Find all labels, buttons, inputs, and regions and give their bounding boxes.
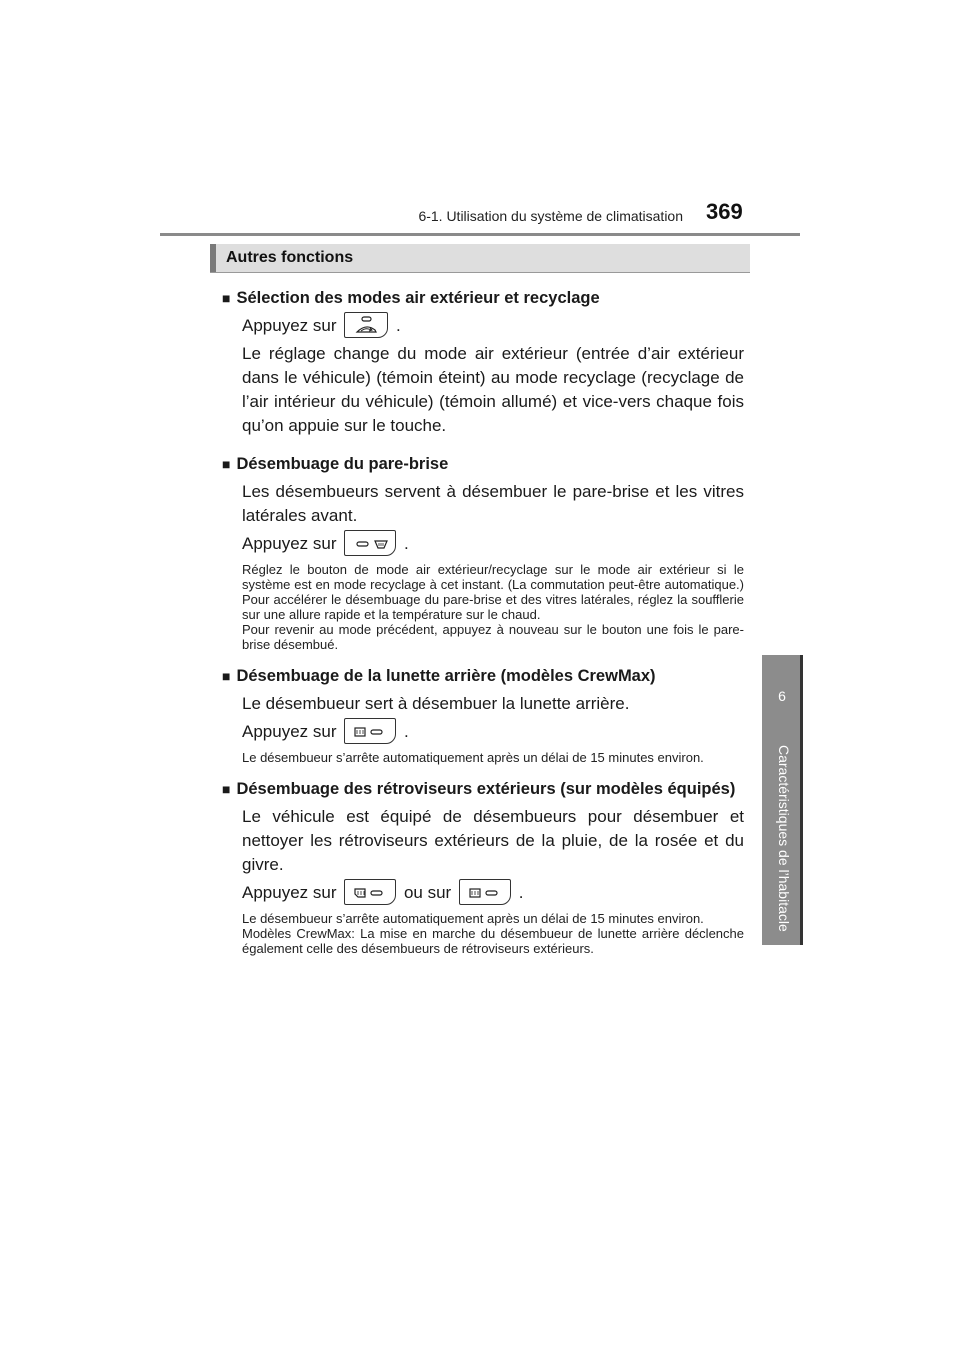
section-title: Autres fonctions: [226, 249, 354, 266]
press-instruction: Appuyez sur .: [242, 314, 744, 338]
front-defogger-button-icon: [344, 530, 396, 556]
press-instruction: Appuyez sur .: [242, 532, 744, 556]
rear-defogger-button-icon: [459, 879, 511, 905]
header-divider: [160, 233, 800, 236]
paragraph-windshield-defog: Les désembueurs servent à désembuer le pare-brise et les vitres latérales avant.: [242, 482, 744, 525]
press-instruction: Appuyez sur ou sur .: [242, 881, 744, 905]
note-windshield-defog-return: Pour revenir au mode précédent, appuyez à nouveau sur le bouton une fois le pare-brise désembué.: [242, 622, 744, 652]
square-bullet-icon: ■: [222, 781, 231, 797]
air-recirculation-button-icon: [344, 312, 388, 338]
square-bullet-icon: ■: [222, 456, 231, 472]
subheading-rear-defog: ■ Désembuage de la lunette arrière (modèles CrewMax): [222, 664, 744, 688]
square-bullet-icon: ■: [222, 668, 231, 684]
note-mirror-defog: Le désembueur s’arrête automatiquement après un délai de 15 minutes environ.: [242, 911, 704, 926]
note-crewmax-mirror-defog: Modèles CrewMax: La mise en marche du désembueur de lunette arrière déclenche également celle des désembueurs de rétroviseurs extérieurs.: [242, 926, 744, 956]
square-bullet-icon: ■: [222, 290, 231, 306]
page-number: 369: [706, 199, 743, 224]
paragraph-rear-defog: Le désembueur sert à désembuer la lunette arrière.: [242, 694, 630, 713]
paragraph-recirculation: Le réglage change du mode air extérieur (entrée d’air extérieur dans le véhicule) (témoin éteint) au mode recyclage (recyclage de l’air intérieur du véhicule) (témoin allumé) et vice-vers chaque fois qu’on appuie sur le touche.: [242, 344, 744, 435]
paragraph-mirror-defog: Le véhicule est équipé de désembueurs pour désembuer et nettoyer les rétroviseurs extérieurs de la pluie, de la rosée et du givre.: [242, 807, 744, 874]
rear-defogger-button-icon: [344, 718, 396, 744]
section-title-underline: [210, 272, 750, 273]
note-windshield-defog: Réglez le bouton de mode air extérieur/recyclage sur le mode air extérieur si le système est en mode recyclage à cet instant. (La commutation peut-être automatique.) Pour accélérer le désembuage du pare-brise et des vitres latérales, réglez la soufflerie sur une allure rapide et la température sur le chaud.: [242, 562, 744, 622]
chapter-side-tab-rule: [800, 655, 803, 945]
page-content: [222, 278, 744, 956]
press-instruction: Appuyez sur .: [242, 720, 744, 744]
subheading-recirculation: ■ Sélection des modes air extérieur et recyclage: [222, 286, 744, 310]
chapter-number: 6: [778, 688, 786, 704]
note-rear-defog: Le désembueur s’arrête automatiquement après un délai de 15 minutes environ.: [242, 750, 704, 765]
subheading-windshield-defog: ■ Désembuage du pare-brise: [222, 452, 744, 476]
header-section-title: 6-1. Utilisation du système de climatisation: [418, 208, 683, 224]
mirror-defogger-button-icon: [344, 879, 396, 905]
subheading-mirror-defog: ■ Désembuage des rétroviseurs extérieurs (sur modèles équipés): [222, 777, 744, 801]
chapter-title: Caractéristiques de l’habitacle: [776, 745, 792, 932]
section-title-box: [210, 244, 750, 272]
